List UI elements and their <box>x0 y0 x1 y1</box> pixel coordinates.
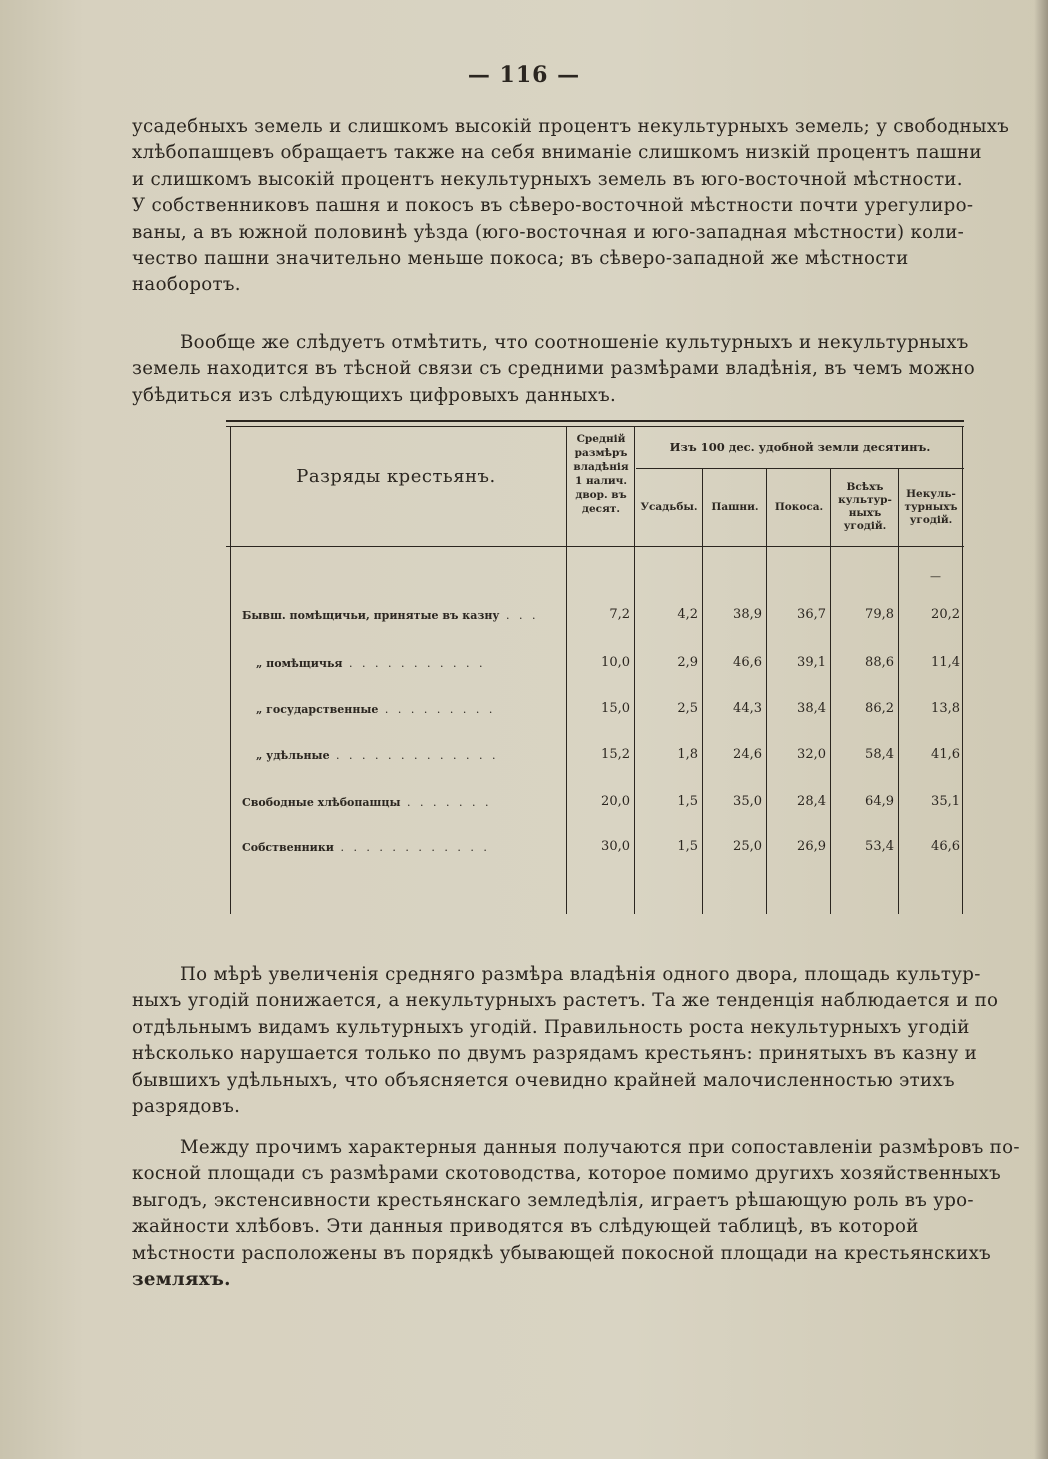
table-cell: 1,8 <box>677 747 698 762</box>
paragraph-4 <box>132 1135 1044 1293</box>
table-cell: 15,0 <box>601 701 630 716</box>
table-cell: 10,0 <box>601 655 630 670</box>
text-line: усадебныхъ земель и слишкомъ высокій процентъ некультурныхъ земель; у свободныхъ <box>132 116 1010 137</box>
table-subheader-hayfield <box>768 474 830 540</box>
table-row-label: „ помѣщичья . . . . . . . . . . . <box>256 657 486 670</box>
table-dash-mark: — <box>930 570 941 583</box>
header-line: угодій. <box>909 513 953 526</box>
table-subheader-uncultivated <box>900 474 962 540</box>
table-cell: 1,5 <box>677 794 698 809</box>
table-rule <box>636 468 964 469</box>
text-line: наоборотъ. <box>132 274 241 296</box>
table-col-divider <box>898 468 899 914</box>
table-rule <box>226 546 964 547</box>
text-line: ваны, а въ южной половинѣ уѣзда (юго-восточная и юго-западная мѣстности) коли- <box>132 221 965 243</box>
table-row-label: Бывш. помѣщичьи, принятые въ казну . . . <box>242 609 539 622</box>
table-cell: 64,9 <box>865 794 894 809</box>
header-line: турныхъ <box>904 500 958 513</box>
table-row-label: „ удѣльные . . . . . . . . . . . . . <box>256 749 499 762</box>
header-line: культур- <box>838 494 892 506</box>
table-cell: 26,9 <box>797 839 826 854</box>
table-cell: 38,4 <box>797 701 826 716</box>
header-line: владѣнія <box>573 461 629 473</box>
text-line: земель находится въ тѣсной связи съ средними размѣрами владѣнія, въ чемъ можно <box>132 358 975 380</box>
table-cell: 32,0 <box>797 747 826 762</box>
text-line: чество пашни значительно меньше покоса; въ сѣверо-западной же мѣстности <box>132 247 909 269</box>
table-rule <box>226 420 964 422</box>
header-line: размѣръ <box>574 447 628 459</box>
table-cell: 35,1 <box>931 794 960 809</box>
table-cell: 88,6 <box>865 655 894 670</box>
text-line: мѣстности расположены въ порядкѣ убывающей покосной площади на крестьянскихъ <box>132 1242 992 1264</box>
table-col-divider <box>634 426 635 914</box>
table-border-right <box>962 426 963 914</box>
table-cell: 25,0 <box>733 839 762 854</box>
text-line: ныхъ угодій понижается, а некультурныхъ растетъ. Та же тенденція наблюдается и по <box>132 990 999 1012</box>
table-cell: 38,9 <box>733 607 762 622</box>
table-cell: 2,9 <box>677 655 698 670</box>
header-line: Всѣхъ <box>846 481 884 493</box>
text-line: косной площади съ размѣрами скотоводства, которое помимо другихъ хозяйственныхъ <box>132 1163 1002 1185</box>
text-line: По мѣрѣ увеличенія средняго размѣра владѣнія одного двора, площадь культур- <box>180 964 981 985</box>
table-cell: 58,4 <box>865 747 894 762</box>
table-header-categories: Разряды крестьянъ. <box>296 466 496 487</box>
table-cell: 36,7 <box>797 607 826 622</box>
header-line: Покоса. <box>774 500 824 513</box>
text-line: разрядовъ. <box>132 1095 241 1117</box>
table-row-label: Свободные хлѣбопашцы . . . . . . . <box>242 796 492 809</box>
table-subheader-homesteads <box>636 474 702 540</box>
text-line: Между прочимъ характерныя данныя получаются при сопоставленіи размѣровъ по- <box>180 1137 1020 1158</box>
table-cell: 39,1 <box>797 655 826 670</box>
text-line: жайности хлѣбовъ. Эти данныя приводятся въ слѣдующей таблицѣ, въ которой <box>132 1216 919 1238</box>
table-cell: 24,6 <box>733 747 762 762</box>
text-line: и слишкомъ высокій процентъ некультурныхъ земель въ юго-восточной мѣстности. <box>132 168 963 190</box>
header-line: 1 налич. <box>575 475 627 487</box>
table-cell: 20,2 <box>931 607 960 622</box>
table-cell: 44,3 <box>733 701 762 716</box>
text-line: Вообще же слѣдуетъ отмѣтить, что соотношеніе культурныхъ и некультурныхъ <box>180 332 969 353</box>
table-cell: 79,8 <box>865 607 894 622</box>
text-line: хлѣбопашцевъ обращаетъ также на себя вниманіе слишкомъ низкій процентъ пашни <box>132 142 982 164</box>
table-rule <box>226 426 964 427</box>
table-cell: 28,4 <box>797 794 826 809</box>
table-cell: 15,2 <box>601 747 630 762</box>
table-cell: 46,6 <box>931 839 960 854</box>
table-header-group: Изъ 100 дес. удобной земли десятинъ. <box>669 440 931 454</box>
text-line: выгодъ, экстенсивности крестьянскаго земледѣлія, играетъ рѣшающую роль въ уро- <box>132 1189 974 1211</box>
header-line: десят. <box>582 503 620 515</box>
text-line: бывшихъ удѣльныхъ, что объясняется очевидно крайней малочисленностью этихъ <box>132 1069 955 1091</box>
data-table <box>226 420 964 914</box>
table-cell: 30,0 <box>601 839 630 854</box>
table-cell: 41,6 <box>931 747 960 762</box>
table-cell: 20,0 <box>601 794 630 809</box>
text-line: У собственниковъ пашня и покосъ въ сѣверо-восточной мѣстности почти урегулиро- <box>132 195 974 217</box>
table-cell: 7,2 <box>609 607 630 622</box>
header-line: угодій. <box>843 520 887 532</box>
text-line: нѣсколько нарушается только по двумъ разрядамъ крестьянъ: принятыхъ въ казну и <box>132 1043 978 1065</box>
header-line: Усадьбы. <box>640 500 698 513</box>
table-cell: 86,2 <box>865 701 894 716</box>
paragraph-1 <box>132 114 1044 299</box>
table-col-divider <box>830 468 831 914</box>
table-header-average <box>568 432 634 516</box>
header-line: Пашни. <box>711 500 759 513</box>
table-col-divider <box>566 426 567 914</box>
text-line: убѣдиться изъ слѣдующихъ цифровыхъ данныхъ. <box>132 384 617 406</box>
header-line: Средній <box>576 433 626 445</box>
table-subheader-cultivated <box>832 474 898 540</box>
table-row-label: „ государственные . . . . . . . . . <box>256 703 496 716</box>
table-cell: 46,6 <box>733 655 762 670</box>
table-cell: 13,8 <box>931 701 960 716</box>
page-number: — 116 — <box>467 62 581 88</box>
table-cell: 1,5 <box>677 839 698 854</box>
table-row-label: Собственники . . . . . . . . . . . . <box>242 841 490 854</box>
header-line: ныхъ <box>848 507 882 519</box>
paragraph-2 <box>132 330 1044 409</box>
header-line: Некуль- <box>906 487 956 500</box>
table-col-divider <box>766 468 767 914</box>
table-subheader-arable <box>704 474 766 540</box>
table-border-left <box>230 426 231 914</box>
table-cell: 35,0 <box>733 794 762 809</box>
table-cell: 4,2 <box>677 607 698 622</box>
table-cell: 11,4 <box>931 655 960 670</box>
text-line: земляхъ. <box>132 1268 231 1290</box>
header-line: двор. въ <box>575 489 627 501</box>
text-line: отдѣльнымъ видамъ культурныхъ угодій. Правильность роста некультурныхъ угодій <box>132 1016 970 1038</box>
table-col-divider <box>702 468 703 914</box>
table-cell: 2,5 <box>677 701 698 716</box>
paragraph-3 <box>132 962 1044 1120</box>
table-cell: 53,4 <box>865 839 894 854</box>
